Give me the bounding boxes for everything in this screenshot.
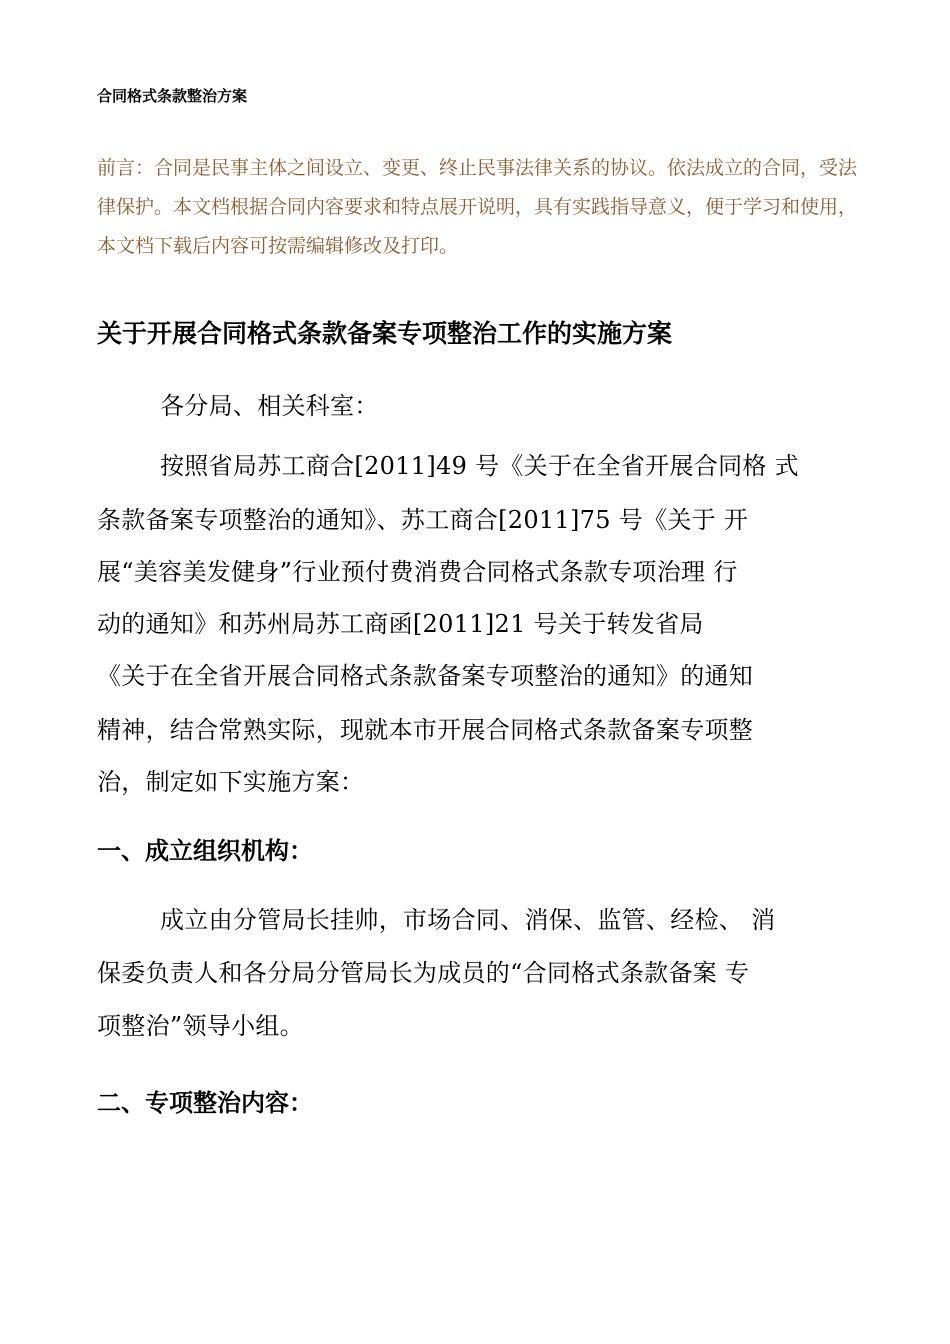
intro-line: 动的通知》和苏州局苏工商函[2011]21 号关于转发省局 — [97, 610, 704, 638]
salutation: 各分局、相关科室： — [160, 392, 379, 420]
intro-line: 《关于在全省开展合同格式条款备案专项整治的通知》的通知 — [97, 662, 754, 690]
preface-paragraph: 前言：合同是民事主体之间设立、变更、终止民事法律关系的协议。依法成立的合同，受法律保护。本文档根据合同内容要求和特点展开说明，具有实践指导意义，便于学习和使用，本文档下载后内容可按需编辑修改及打印。 — [97, 157, 858, 257]
document-title: 关于开展合同格式条款备案专项整治工作的实施方案 — [97, 319, 673, 348]
header-title: 合同格式条款整治方案 — [97, 87, 248, 105]
intro-line: 精神，结合常熟实际，现就本市开展合同格式条款备案专项整 — [97, 716, 754, 744]
section-heading-2: 二、专项整治内容： — [97, 1089, 313, 1117]
section-1-line: 成立由分管局长挂帅，市场合同、消保、监管、经检、 消 — [160, 906, 776, 934]
intro-line: 治，制定如下实施方案： — [97, 768, 365, 796]
section-heading-1: 一、成立组织机构： — [97, 837, 313, 865]
section-1-line: 项整治”领导小组。 — [97, 1012, 304, 1040]
intro-line: 按照省局苏工商合[2011]49 号《关于在全省开展合同格 式 — [160, 452, 799, 480]
intro-line: 展“美容美发健身”行业预付费消费合同格式条款专项治理 行 — [97, 558, 738, 586]
section-1-line: 保委负责人和各分局分管局长为成员的“合同格式条款备案 专 — [97, 959, 750, 987]
intro-line: 条款备案专项整治的通知》、苏工商合[2011]75 号《关于 开 — [97, 506, 749, 534]
